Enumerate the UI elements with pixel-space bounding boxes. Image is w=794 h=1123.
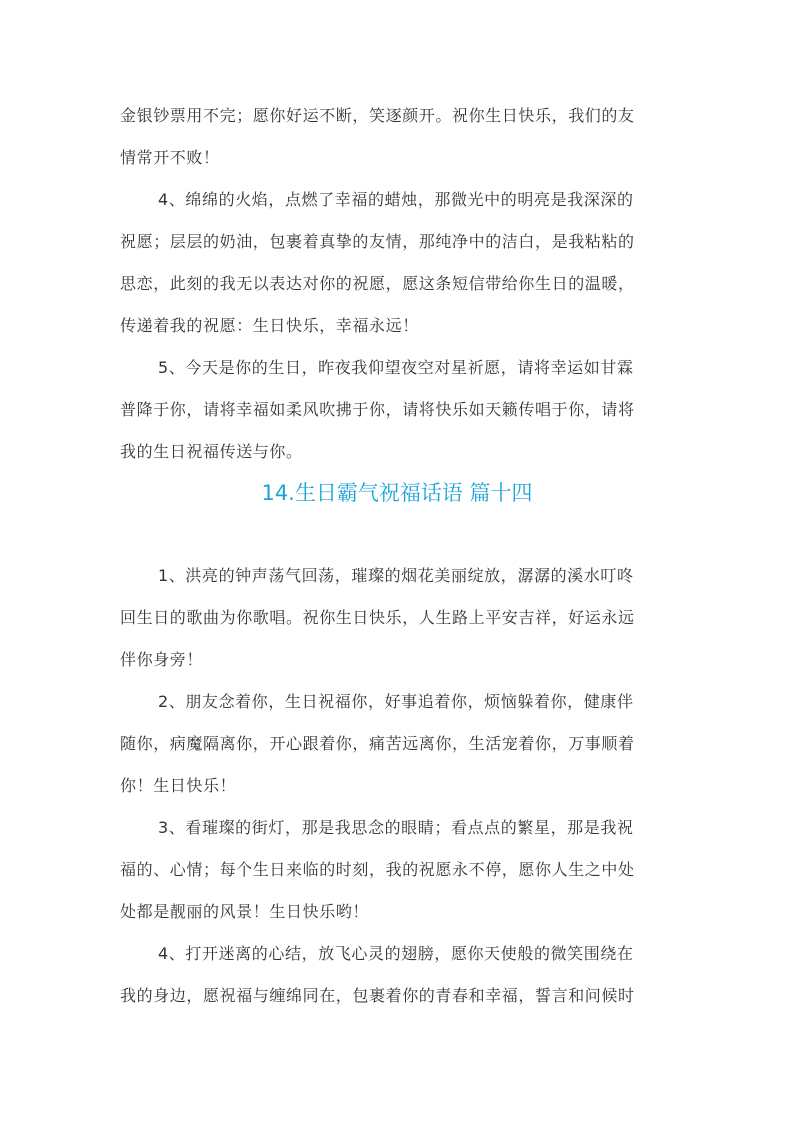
- section-heading: 14.生日霸气祝福话语 篇十四: [261, 481, 533, 505]
- paragraph-line: 回生日的歌曲为你歌唱。祝你生日快乐，人生路上平安吉祥，好运永远: [120, 608, 635, 627]
- paragraph-line: 4、打开迷离的心结，放飞心灵的翅膀，愿你天使般的微笑围绕在: [158, 944, 634, 963]
- paragraph-line: 伴你身旁！: [120, 650, 204, 669]
- paragraph-line: 2、朋友念着你，生日祝福你，好事追着你，烦恼躲着你，健康伴: [158, 692, 634, 711]
- paragraph-line: 普降于你，请将幸福如柔风吹拂于你，请将快乐如天籁传唱于你，请将: [120, 400, 635, 419]
- paragraph-line: 5、今天是你的生日，昨夜我仰望夜空对星祈愿，请将幸运如甘霖: [158, 358, 634, 377]
- paragraph-line: 3、看璀璨的街灯，那是我思念的眼睛；看点点的繁星，那是我祝: [158, 818, 634, 837]
- paragraph-line: 传递着我的祝愿：生日快乐，幸福永远！: [120, 316, 419, 335]
- paragraph-line: 我的身边，愿祝福与缠绵同在，包裹着你的青春和幸福，誓言和问候时: [120, 986, 635, 1005]
- paragraph-line: 情常开不败！: [120, 148, 220, 167]
- paragraph-line: 1、洪亮的钟声荡气回荡，璀璨的烟花美丽绽放，潺潺的溪水叮咚: [158, 566, 634, 585]
- paragraph-line: 思恋，此刻的我无以表达对你的祝愿，愿这条短信带给你生日的温暖，: [120, 274, 635, 293]
- paragraph-line: 我的生日祝福传送与你。: [120, 442, 303, 461]
- paragraph-line: 随你，病魔隔离你，开心跟着你，痛苦远离你，生活宠着你，万事顺着: [120, 734, 635, 753]
- paragraph-line: 你！生日快乐！: [120, 776, 237, 795]
- paragraph-line: 金银钞票用不完；愿你好运不断，笑逐颜开。祝你生日快乐，我们的友: [120, 106, 635, 125]
- paragraph-line: 处都是靓丽的风景！生日快乐哟！: [120, 902, 370, 921]
- paragraph-line: 祝愿；层层的奶油，包裹着真挚的友情，那纯净中的洁白，是我粘粘的: [120, 232, 635, 251]
- paragraph-line: 4、绵绵的火焰，点燃了幸福的蜡烛，那微光中的明亮是我深深的: [158, 190, 634, 209]
- paragraph-line: 福的、心情；每个生日来临的时刻，我的祝愿永不停，愿你人生之中处: [120, 860, 635, 879]
